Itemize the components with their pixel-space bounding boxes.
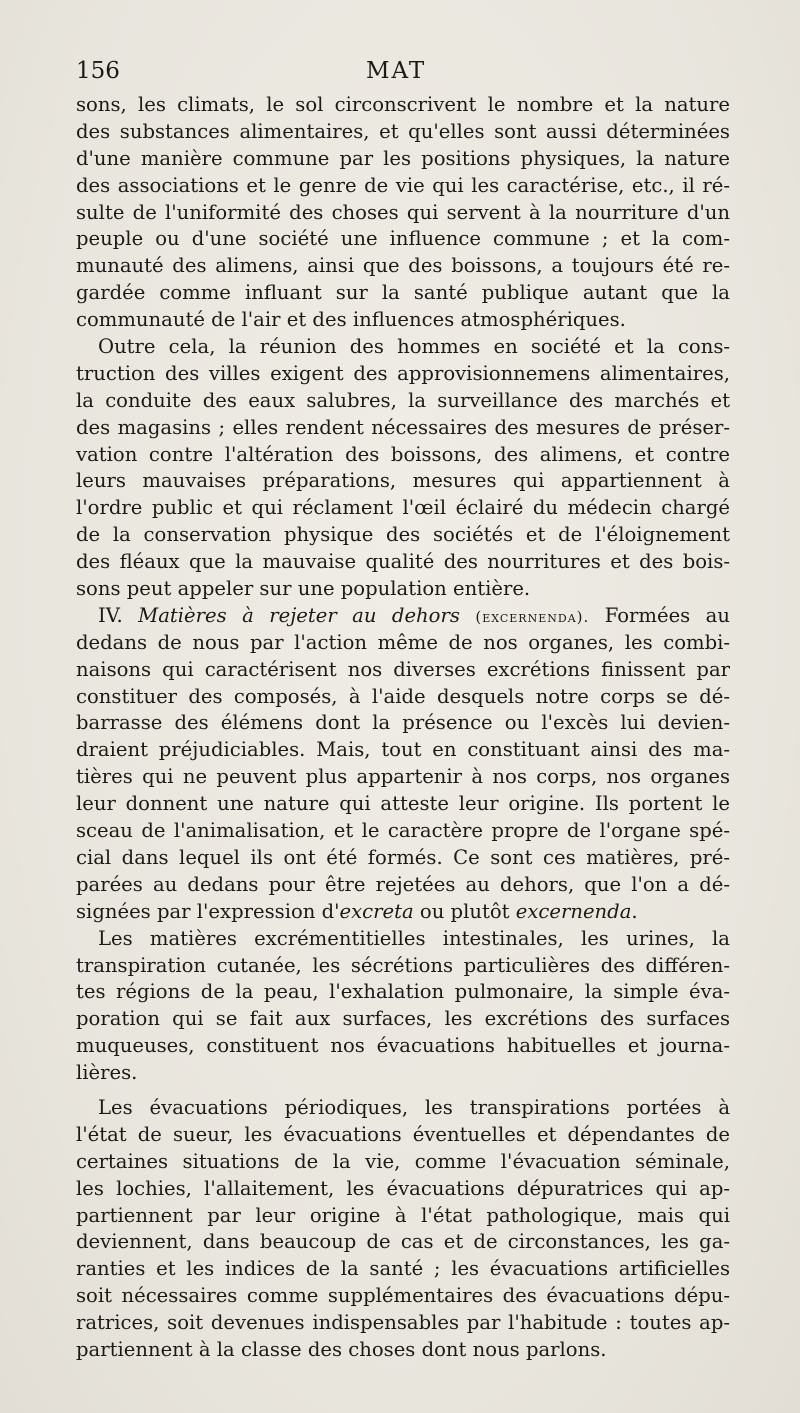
text-fragment: . — [631, 899, 638, 923]
text-line: ratrices, soit devenues indispensables par l'habitude : toutes ap- — [76, 1311, 730, 1335]
text-line: transpiration cutanée, les sécrétions particulières des différen- — [76, 953, 730, 977]
text-line: munauté des alimens, ainsi que des boissons, a toujours été re- — [76, 254, 730, 278]
text-fragment: signées par l'expression d' — [76, 899, 340, 923]
section-latin-term: (excernenda). — [475, 607, 590, 626]
paragraph — [76, 92, 730, 334]
text-line: l'état de sueur, les évacuations éventuelles et dépendantes de — [76, 1122, 730, 1146]
text-line: gardée comme influant sur la santé publique autant que la — [76, 281, 730, 305]
text-line: les lochies, l'allaitement, les évacuations dépuratrices qui ap- — [76, 1176, 730, 1200]
text-line: naisons qui caractérisent nos diverses excrétions finissent par — [76, 657, 730, 681]
text-line: des substances alimentaires, et qu'elles sont aussi déterminées — [76, 119, 730, 143]
text-line: la conduite des eaux salubres, la surveillance des marchés et — [76, 388, 730, 412]
section-numeral: IV. — [98, 603, 123, 627]
text-line: Les évacuations périodiques, les transpirations portées à — [98, 1095, 730, 1119]
text-line: de la conservation physique des sociétés et de l'éloignement — [76, 523, 730, 547]
text-line: draient préjudiciables. Mais, tout en constituant ainsi des ma- — [76, 738, 730, 762]
text-line: Les matières excrémentitielles intestinales, les urines, la — [98, 926, 730, 950]
text-fragment: Formées au — [589, 603, 730, 627]
latin-term: excernenda — [515, 899, 632, 923]
page-header — [76, 58, 730, 88]
text-line: l'ordre public et qui réclament l'œil éclairé du médecin chargé — [76, 496, 730, 520]
text-line: deviennent, dans beaucoup de cas et de circonstances, les ga- — [76, 1230, 730, 1254]
text-line: leurs mauvaises préparations, mesures qui appartiennent à — [76, 469, 730, 493]
text-line: constituer des composés, à l'aide desquels notre corps se dé- — [76, 684, 730, 708]
text-line: partiennent par leur origine à l'état pathologique, mais qui — [76, 1203, 730, 1227]
text-line: lières. — [76, 1061, 138, 1085]
text-line: des magasins ; elles rendent nécessaires des mesures de préser- — [76, 415, 730, 439]
text-line: ranties et les indices de la santé ; les évacuations artificielles — [76, 1257, 730, 1281]
paragraph — [76, 926, 730, 1087]
text-line: communauté de l'air et des influences atmosphériques. — [76, 308, 626, 332]
text-line: sceau de l'animalisation, et le caractère propre de l'organe spé- — [76, 819, 730, 843]
text-line: soit nécessaires comme supplémentaires des évacuations dépu- — [76, 1284, 730, 1308]
text-fragment: ou plutôt — [413, 899, 516, 923]
latin-term: excreta — [339, 899, 414, 923]
text-line: tes régions de la peau, l'exhalation pulmonaire, la simple éva- — [76, 980, 730, 1004]
text-line: partiennent à la classe des choses dont nous parlons. — [76, 1337, 607, 1361]
running-head: MAT — [366, 58, 427, 84]
text-line: parées au dedans pour être rejetées au dehors, que l'on a dé- — [76, 872, 730, 896]
paragraph-gap — [76, 1087, 730, 1095]
text-line: sons peut appeler sur une population entière. — [76, 577, 531, 601]
text-line: truction des villes exigent des approvisionnemens alimentaires, — [76, 361, 730, 385]
section-title: Matières à rejeter au dehors — [138, 603, 460, 627]
text-line: Outre cela, la réunion des hommes en société et la cons- — [98, 335, 730, 359]
text-line: leur donnent une nature qui atteste leur origine. Ils portent le — [76, 792, 730, 816]
text-line: certaines situations de la vie, comme l'évacuation séminale, — [76, 1149, 730, 1173]
paragraph — [76, 1095, 730, 1364]
body-text — [76, 92, 730, 1364]
text-line — [76, 899, 730, 926]
text-line: sons, les climats, le sol circonscrivent le nombre et la nature — [76, 93, 730, 116]
text-line: vation contre l'altération des boissons, des alimens, et contre — [76, 442, 730, 466]
paragraph-section-iv — [76, 603, 730, 926]
paragraph — [76, 334, 730, 603]
text-line: tières qui ne peuvent plus appartenir à nos corps, nos organes — [76, 765, 730, 789]
page-number: 156 — [76, 58, 120, 84]
text-line: poration qui se fait aux surfaces, les excrétions des surfaces — [76, 1007, 730, 1031]
text-line: muqueuses, constituent nos évacuations habituelles et journa- — [76, 1034, 730, 1058]
text-line: des fléaux que la mauvaise qualité des nourritures et des bois- — [76, 550, 730, 574]
text-line: dedans de nous par l'action même de nos organes, les combi- — [76, 630, 730, 654]
section-heading-line — [76, 603, 730, 630]
text-line: d'une manière commune par les positions physiques, la nature — [76, 146, 730, 170]
text-line: des associations et le genre de vie qui les caractérise, etc., il ré- — [76, 173, 730, 197]
text-line: barrasse des élémens dont la présence ou l'excès lui devien- — [76, 711, 730, 735]
text-line: peuple ou d'une société une influence commune ; et la com- — [76, 227, 730, 251]
text-line: sulte de l'uniformité des choses qui servent à la nourriture d'un — [76, 200, 730, 224]
text-line: cial dans lequel ils ont été formés. Ce sont ces matières, pré- — [76, 845, 730, 869]
